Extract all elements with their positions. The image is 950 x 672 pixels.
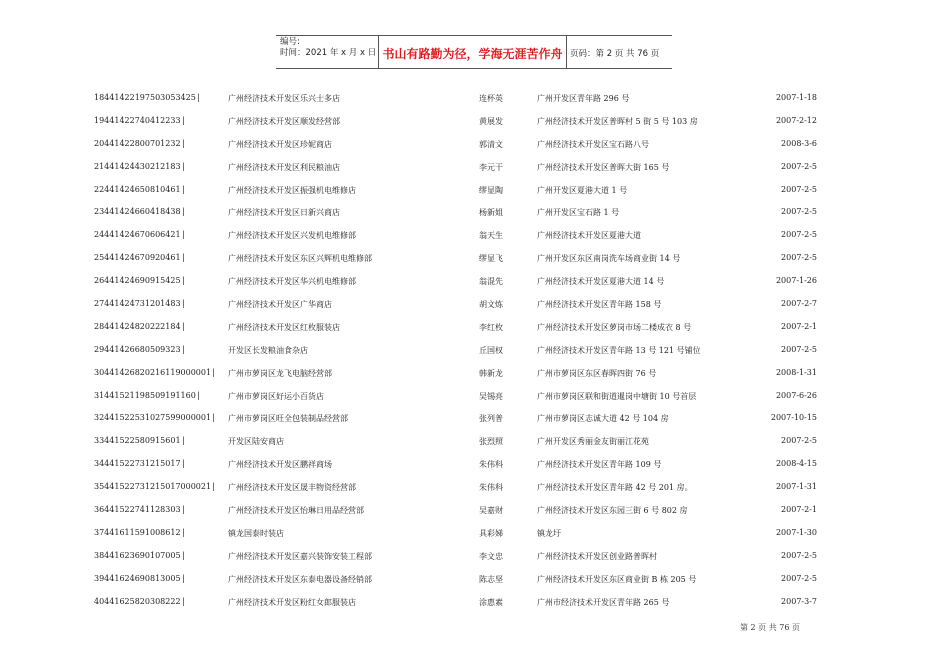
record-id: 22441424650810461	[94, 184, 181, 194]
business-address: 广州开发区宝石路 1 号	[537, 208, 620, 218]
record-id: 38441623690107005	[94, 550, 181, 560]
table-row	[0, 547, 950, 570]
business-address: 广州经济技术开发区夏港大道 14 号	[537, 277, 665, 287]
registration-date: 2007-2-5	[781, 253, 817, 263]
header-page-number: 页码：第 2 页 共 76 页	[570, 49, 660, 59]
business-name: 镇龙国泰时装店	[228, 528, 284, 538]
id-separator: |	[182, 321, 185, 331]
header-motto: 书山有路勤为径，学海无涯苦作舟	[382, 47, 563, 61]
registration-date: 2008-3-6	[781, 138, 817, 148]
business-address: 广州经济技术开发区东区商业街 B 栋 205 号	[537, 574, 697, 584]
table-row	[0, 158, 950, 181]
business-name: 广州经济技术开发区珍妮商店	[228, 139, 332, 149]
id-separator: |	[182, 596, 185, 606]
business-address: 广州经济技术开发区萝岗市场二楼成衣 8 号	[537, 322, 692, 332]
owner-name: 连杯英	[479, 94, 503, 103]
registration-date: 2007-6-26	[775, 390, 817, 400]
business-name: 广州经济技术开发区红枚服装店	[228, 322, 340, 332]
owner-name: 丘国权	[479, 345, 503, 355]
table-row	[0, 593, 950, 616]
table-row	[0, 135, 950, 158]
id-separator: |	[182, 253, 185, 263]
table-row	[0, 364, 950, 387]
id-separator: |	[182, 161, 185, 171]
table-row	[0, 272, 950, 295]
id-separator: |	[182, 115, 185, 125]
id-separator: |	[182, 550, 185, 560]
table-row	[0, 387, 950, 410]
owner-name: 吴嘉财	[479, 506, 503, 516]
registration-date: 2007-2-5	[781, 184, 817, 194]
owner-name: 涂惠素	[479, 597, 503, 607]
table-row	[0, 181, 950, 204]
id-separator: |	[212, 367, 215, 377]
business-name: 广州经济技术开发区日新兴商店	[228, 208, 340, 218]
business-address: 广州经济技术开发区普晖村 5 街 5 号 103 房	[537, 116, 698, 126]
record-id: 31441521198509191160	[94, 390, 196, 400]
business-name: 广州经济技术开发区嘉兴装饰安装工程部	[228, 551, 372, 561]
record-id: 20441422800701232	[94, 138, 181, 148]
id-separator: |	[182, 459, 185, 469]
record-id: 36441522741128303	[94, 505, 181, 515]
record-id: 33441522580915601	[94, 436, 181, 446]
owner-name: 张列普	[479, 414, 503, 424]
record-id: 30441426820216119000001	[94, 367, 212, 377]
record-id: 19441422740412233	[94, 115, 181, 125]
registration-date: 2007-2-5	[781, 550, 817, 560]
id-separator: |	[212, 482, 215, 492]
owner-name: 李元干	[479, 162, 503, 172]
business-name: 广州经济技术开发区振强机电维修店	[228, 185, 356, 195]
record-id: 34441522731215017	[94, 459, 181, 469]
business-name: 广州市萝岗区好运小百货店	[228, 391, 324, 401]
table-row	[0, 524, 950, 547]
registration-date: 2007-2-5	[781, 230, 817, 240]
owner-name: 吴锡亮	[479, 391, 503, 401]
registration-date: 2008-1-31	[775, 367, 817, 377]
business-name: 广州经济技术开发区晟丰物资经营部	[228, 483, 356, 493]
business-address: 广州经济技术开发区青年路 158 号	[537, 300, 662, 310]
owner-name: 郭清文	[479, 139, 503, 149]
record-id: 28441424820222184	[94, 321, 181, 331]
registration-date: 2007-2-1	[781, 505, 817, 515]
owner-name: 黄展发	[479, 116, 503, 126]
owner-name: 李红枚	[479, 322, 503, 332]
registration-date: 2008-4-15	[775, 459, 817, 469]
table-row	[0, 455, 950, 478]
owner-name: 张烈照	[479, 437, 503, 447]
business-address: 广州市萝岗区联和街道暹岗中塘街 10 号首层	[537, 391, 697, 401]
owner-name: 翁混先	[479, 277, 503, 287]
business-address: 广州开发区青年路 296 号	[537, 94, 630, 103]
id-separator: |	[182, 138, 185, 148]
id-separator: |	[197, 93, 200, 102]
owner-name: 胡文炼	[479, 300, 503, 310]
owner-name: 李文忠	[479, 551, 503, 561]
business-name: 开发区长发粮油食杂店	[228, 345, 308, 355]
business-name: 广州市萝岗区龙飞电脑经营部	[228, 368, 332, 378]
business-address: 广州经济技术开发区夏港大道	[537, 231, 641, 241]
registration-date: 2007-2-12	[775, 115, 817, 125]
header-meta	[280, 37, 376, 59]
owner-name: 缪显陶	[479, 185, 503, 195]
id-separator: |	[182, 505, 185, 515]
owner-name: 陈志坚	[479, 574, 503, 584]
registration-date: 2007-1-18	[775, 93, 817, 102]
record-list	[0, 89, 950, 615]
page-header	[276, 35, 672, 69]
table-row	[0, 89, 950, 112]
id-separator: |	[182, 207, 185, 217]
table-row	[0, 478, 950, 501]
owner-name: 杨新姐	[479, 208, 503, 218]
registration-date: 2007-1-31	[775, 482, 817, 492]
table-row	[0, 432, 950, 455]
business-address: 镇龙圩	[537, 528, 561, 538]
business-name: 广州经济技术开发区顺发经营部	[228, 116, 340, 126]
header-number-label: 编号:	[280, 37, 300, 47]
header-divider	[566, 36, 567, 68]
table-row	[0, 501, 950, 524]
owner-name: 缪显飞	[479, 254, 503, 264]
id-separator: |	[182, 184, 185, 194]
owner-name: 翁天生	[479, 231, 503, 241]
business-name: 广州市萝岗区旺全包装制品经营部	[228, 414, 348, 424]
id-separator: |	[182, 344, 185, 354]
table-row	[0, 570, 950, 593]
business-address: 广州经济技术开发区东园三街 6 号 802 房	[537, 506, 688, 516]
record-id: 40441625820308222	[94, 596, 181, 606]
business-name: 广州经济技术开发区兴发机电维修部	[228, 231, 356, 241]
record-id: 26441424690915425	[94, 276, 181, 286]
table-row	[0, 295, 950, 318]
business-address: 广州市萝岗区志诚大道 42 号 104 房	[537, 414, 669, 424]
business-name: 广州经济技术开发区乐兴士多店	[228, 94, 340, 103]
table-row	[0, 409, 950, 432]
owner-name: 朱伟科	[479, 483, 503, 493]
business-name: 广州经济技术开发区怡琳日用品经营部	[228, 506, 364, 516]
owner-name: 具彩娣	[479, 528, 503, 538]
record-id: 29441426680509323	[94, 344, 181, 354]
business-name: 广州经济技术开发区东区兴辉机电维修部	[228, 254, 372, 264]
business-name: 广州经济技术开发区华兴机电维修部	[228, 277, 356, 287]
record-id: 21441424430212183	[94, 161, 181, 171]
table-row	[0, 318, 950, 341]
id-separator: |	[212, 413, 215, 423]
business-address: 广州经济技术开发区青年路 42 号 201 房。	[537, 483, 693, 493]
registration-date: 2007-1-26	[775, 276, 817, 286]
business-address: 广州市经济技术开发区青年路 265 号	[537, 597, 670, 607]
record-id: 18441422197503053425	[94, 93, 196, 102]
id-separator: |	[197, 390, 200, 400]
table-row	[0, 341, 950, 364]
business-address: 广州经济技术开发区普晖大街 165 号	[537, 162, 670, 172]
business-address: 广州经济技术开发区青年路 109 号	[537, 460, 662, 470]
registration-date: 2007-2-5	[781, 161, 817, 171]
header-date-label: 时间：2021 年 x 月 x 日	[280, 48, 377, 58]
business-address: 广州开发区夏港大道 1 号	[537, 185, 628, 195]
table-row	[0, 203, 950, 226]
page-footer: 第 2 页 共 76 页	[740, 623, 800, 632]
record-id: 23441424660418438	[94, 207, 181, 217]
registration-date: 2007-10-15	[770, 413, 817, 423]
registration-date: 2007-3-7	[781, 596, 817, 606]
business-address: 广州开发区东区南岗洗车场商业街 14 号	[537, 254, 681, 264]
owner-name: 朱伟科	[479, 460, 503, 470]
business-name: 广州经济技术开发区利民粮油店	[228, 162, 340, 172]
business-name: 广州经济技术开发区广华商店	[228, 300, 332, 310]
registration-date: 2007-2-5	[781, 436, 817, 446]
table-row	[0, 226, 950, 249]
registration-date: 2007-2-5	[781, 207, 817, 217]
record-id: 25441424670920461	[94, 253, 181, 263]
business-address: 广州经济技术开发区创业路普晖村	[537, 551, 657, 561]
business-name: 广州经济技术开发区东泰电器设备经销部	[228, 574, 372, 584]
id-separator: |	[182, 527, 185, 537]
business-name: 广州经济技术开发区鹏祥商场	[228, 460, 332, 470]
id-separator: |	[182, 573, 185, 583]
registration-date: 2007-2-5	[781, 344, 817, 354]
record-id: 32441522531027599000001	[94, 413, 212, 423]
record-id: 24441424670606421	[94, 230, 181, 240]
business-address: 广州开发区秀丽金友街丽江花苑	[537, 437, 649, 447]
record-id: 27441424731201483	[94, 299, 181, 309]
id-separator: |	[182, 230, 185, 240]
owner-name: 韩新龙	[479, 368, 503, 378]
id-separator: |	[182, 276, 185, 286]
registration-date: 2007-2-5	[781, 573, 817, 583]
id-separator: |	[182, 436, 185, 446]
table-row	[0, 112, 950, 135]
registration-date: 2007-2-1	[781, 321, 817, 331]
registration-date: 2007-2-7	[781, 299, 817, 309]
business-address: 广州经济技术开发区青年路 13 号 121 号铺位	[537, 345, 701, 355]
table-row	[0, 249, 950, 272]
record-id: 39441624690813005	[94, 573, 181, 583]
business-name: 广州经济技术开发区粉红女郎服装店	[228, 597, 356, 607]
record-id: 35441522731215017000021	[94, 482, 212, 492]
id-separator: |	[182, 299, 185, 309]
business-name: 开发区陆安商店	[228, 437, 284, 447]
business-address: 广州经济技术开发区宝石路八号	[537, 139, 649, 149]
registration-date: 2007-1-30	[775, 527, 817, 537]
business-address: 广州市萝岗区东区春晖四街 76 号	[537, 368, 657, 378]
record-id: 37441611591008612	[94, 527, 181, 537]
